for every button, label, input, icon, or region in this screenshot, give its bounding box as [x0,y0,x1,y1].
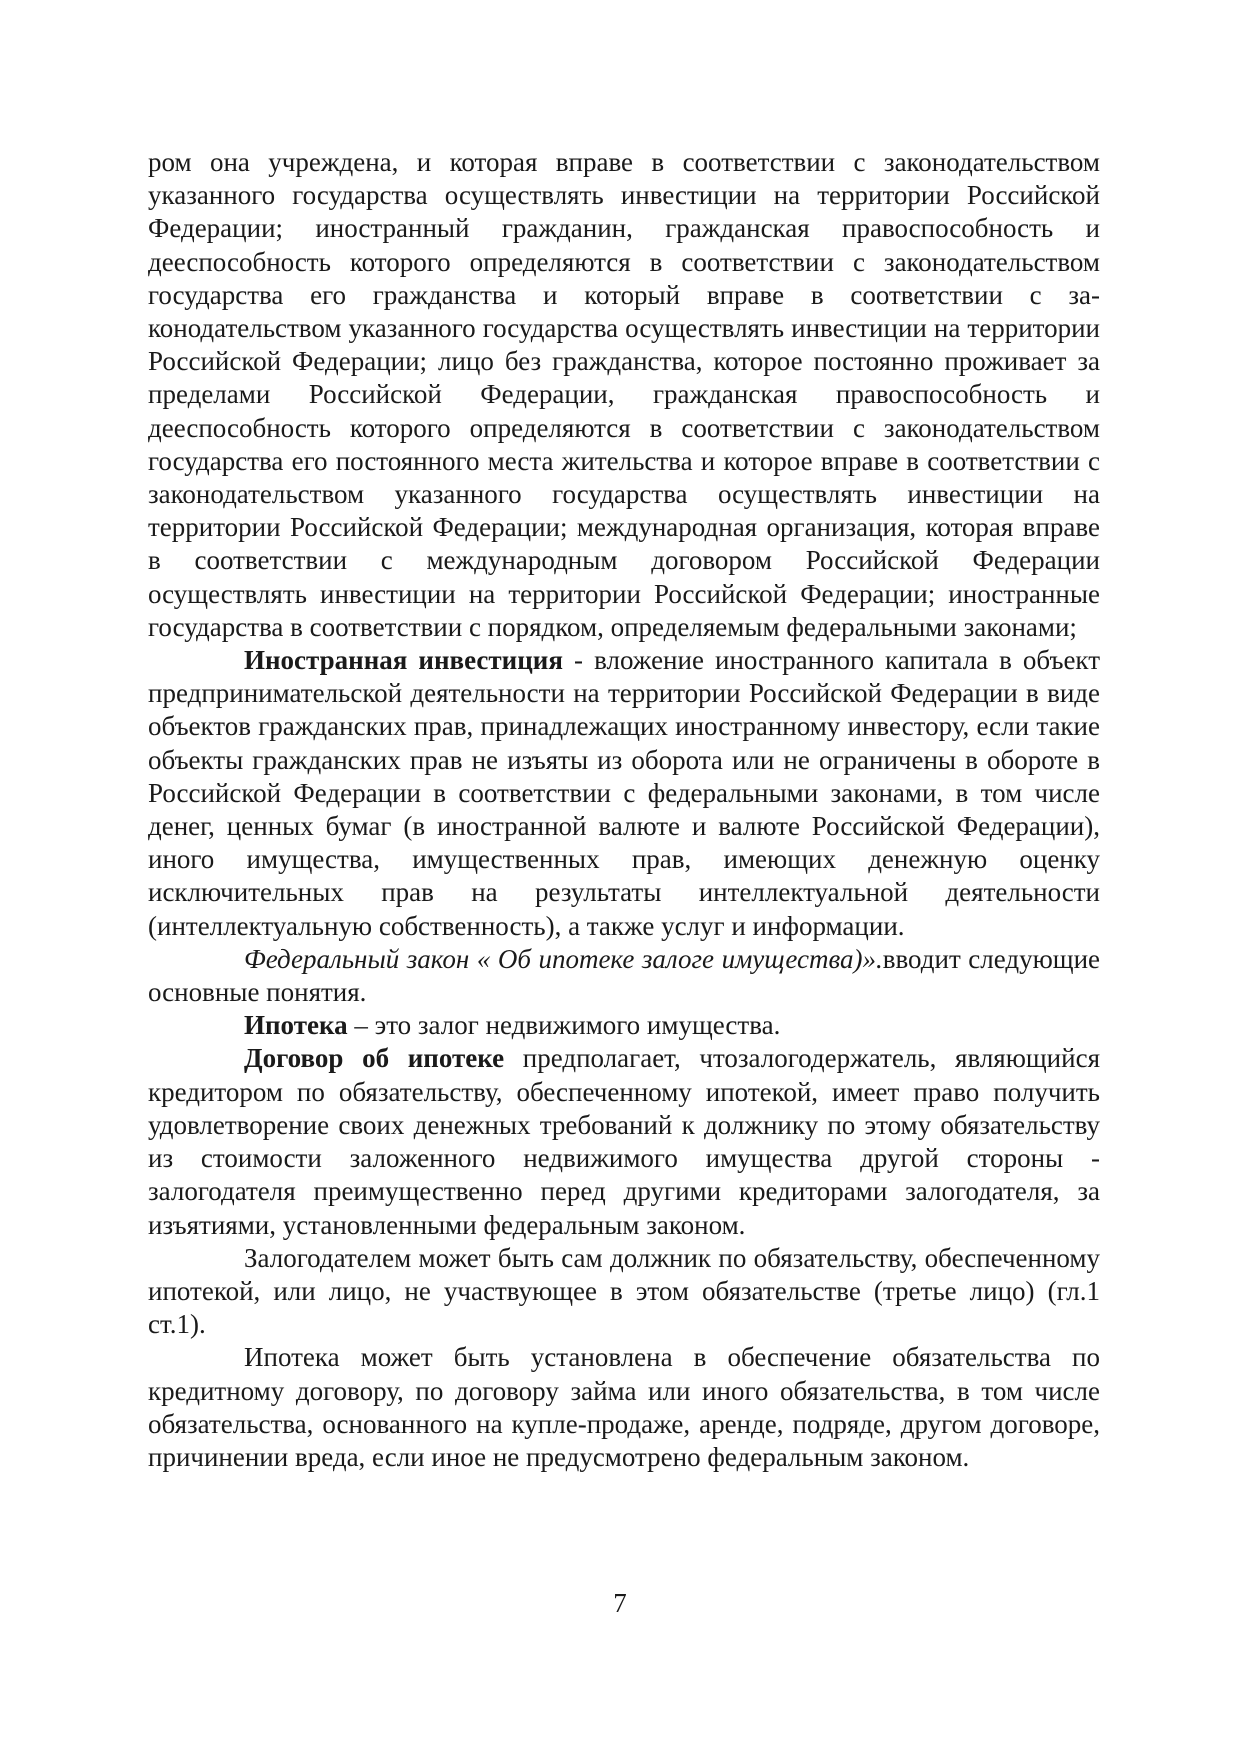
paragraph-foreign-investor-continuation [148,146,1100,644]
paragraph-text: Залогодателем может быть сам должник по обязательству, обеспеченному ипотекой, или лицо, не участвующее в этом обязательстве (третье лицо) (гл.1 ст.1). [148,1242,1100,1340]
paragraph-text: ром она учреждена, и которая вправе в соответствии с законодательством указанного государства осуществлять инвестиции на территории Российской Федерации; иностранный гражданин, гражданская правоспособность и дееспособность которого определяются в соответствии с законодательством государства его гражданства и который вправе в соответствии с законодательством указанного государства осуществлять инвестиции на территории Российской Федерации; лицо без гражданства, которое постоянно проживает за пределами Российской Федерации, гражданская правоспособность и дееспособность которого определяются в соответствии с законодательством государства его постоянного места жительства и которое вправе в соответствии с законодательством указанного государства осуществлять инвестиции на территории Российской Федерации; международная организация, которая вправе в соответствии с международным договором Российской Федерации осуществлять инвестиции на территории Российской Федерации; иностранные государства в соответствии с порядком, определяемым федеральными законами; [148,147,1100,642]
paragraph-foreign-investment-definition [148,644,1100,943]
paragraph-text: – это залог недвижимого имущества. [347,1010,781,1041]
paragraph-mortgage-agreement [148,1042,1100,1241]
paragraph-pledger [148,1242,1100,1342]
law-citation: Федеральный закон « Об ипотеке залоге имущества)». [244,943,883,974]
paragraph-mortgage-law-intro [148,943,1100,1009]
term-foreign-investment: Иностранная инвестиция [244,645,563,676]
paragraph-text: Ипотека может быть установлена в обеспечение обязательства по кредитному договору, по договору займа или иного обязательства, в том числе обязательства, основанного на купле-продаже, аренде, подряде, другом договоре, причинении вреда, если иное не предусмотрено федеральным законом. [148,1342,1100,1472]
term-mortgage-agreement: Договор об ипотеке [244,1043,505,1074]
paragraph-mortgage-establishment [148,1341,1100,1474]
body-text [148,146,1100,1474]
paragraph-text: вводит следующие основные понятия. [148,943,1100,1008]
paragraph-text: предполагает, чтозалогодержатель, являющийся кредитором по обязательству, обеспеченному ипотекой, имеет право получить удовлетворение своих денежных требований к должнику по этому обязательству из стоимости заложенного недвижимого имущества другой стороны - залогодателя преимущественно перед другими кредиторами залогодателя, за изъятиями, установленными федеральным законом. [148,1043,1100,1240]
paragraph-mortgage-definition [148,1009,1100,1042]
term-mortgage: Ипотека [244,1010,348,1041]
paragraph-text: - вложение иностранного капитала в объект предпринимательской деятельности на территории Российской Федерации в виде объектов гражданских прав, принадлежащих иностранному инвестору, если такие объекты гражданских прав не изъяты из оборота или не ограничены в обороте в Российской Федерации в соответствии с федеральными законами, в том числе денег, ценных бумаг (в иностранной валюте и валюте Российской Федерации), иного имущества, имущественных прав, имеющих денежную оценку исключительных прав на результаты интеллектуальной деятельности (интеллектуальную собственность), а также услуг и информации. [148,645,1100,941]
page-number: 7 [613,1588,627,1618]
